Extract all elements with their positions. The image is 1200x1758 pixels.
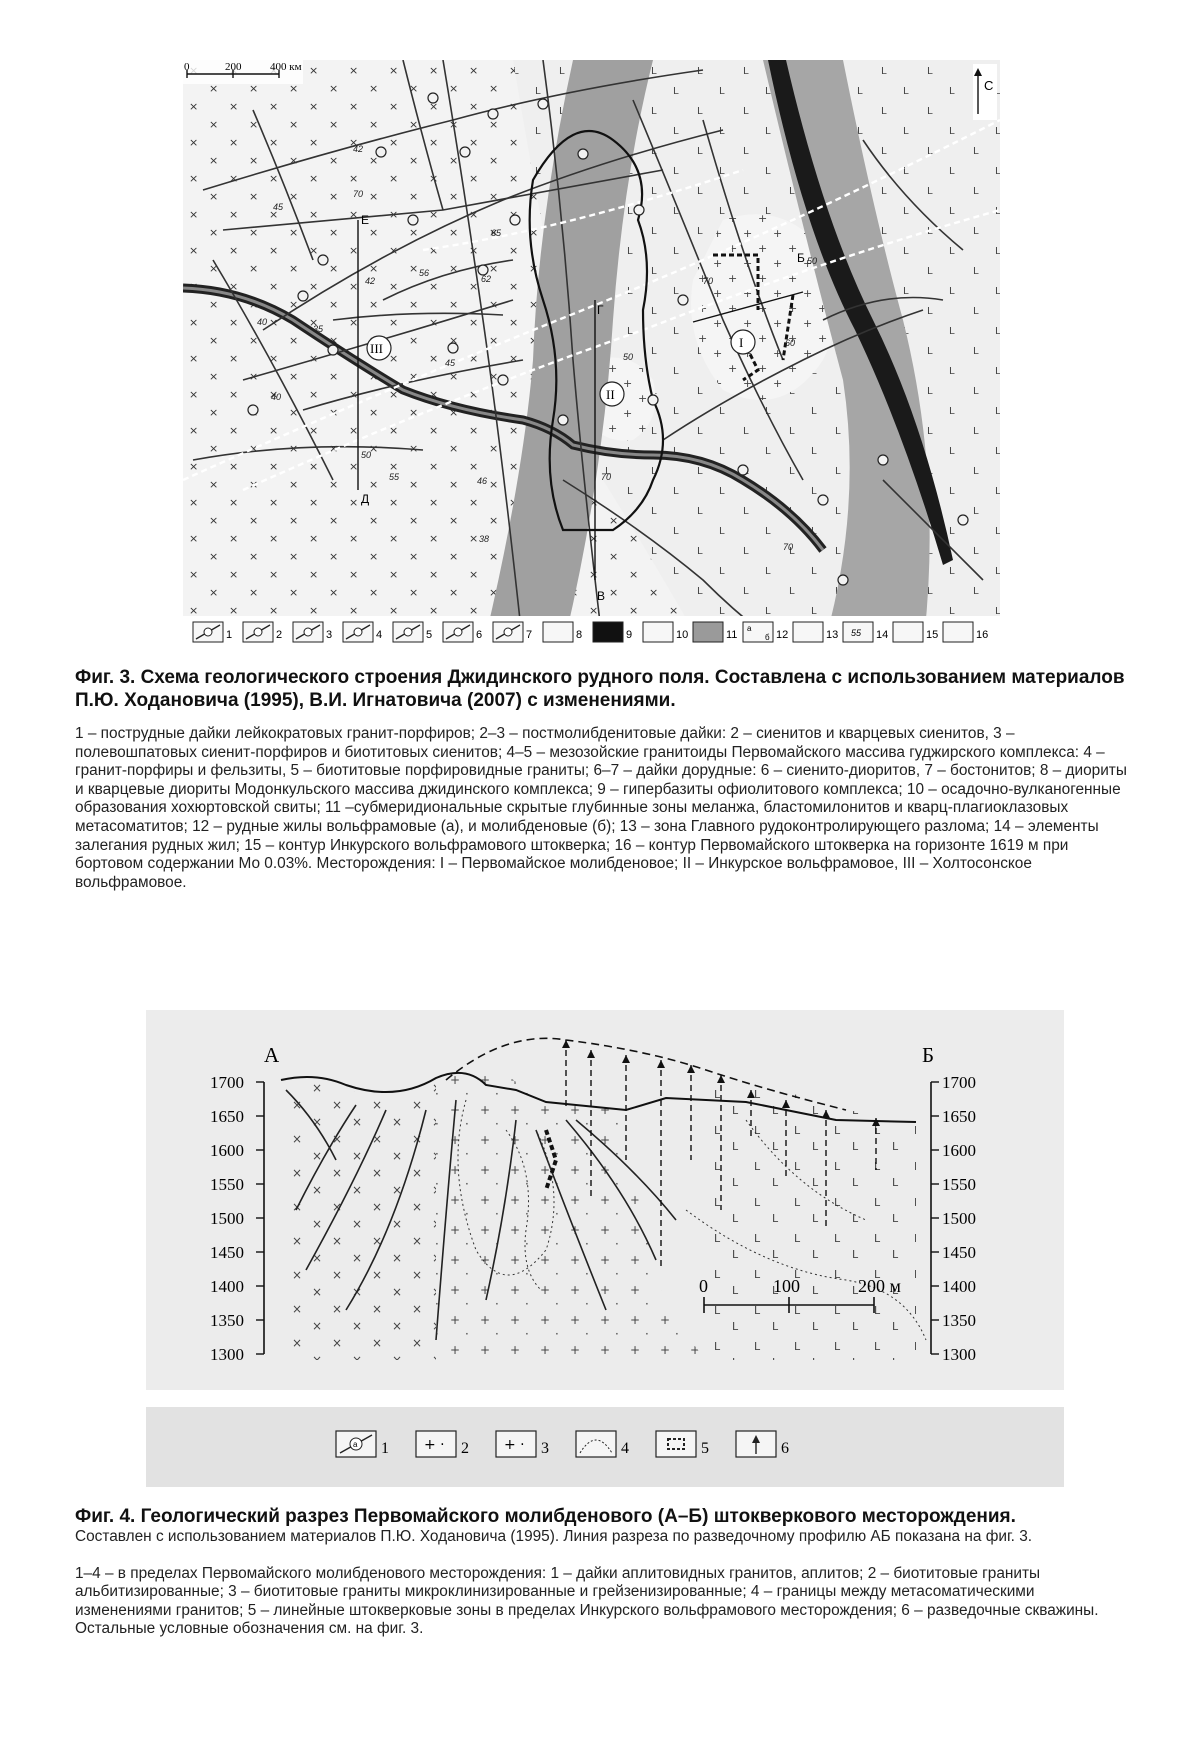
fig3-legend-letter-b: б [765, 633, 770, 642]
svg-text:56: 56 [419, 268, 430, 278]
fig3-legend-number: 12 [776, 629, 789, 641]
right-elevation-label: 1700 [942, 1073, 976, 1092]
deposit-II-label: II [606, 387, 615, 402]
fig4-section-drawing [146, 1010, 1064, 1390]
svg-text:50: 50 [807, 256, 818, 266]
fig3-legend-dike-symbol [354, 628, 362, 636]
left-elevation-label: 1300 [210, 1345, 244, 1364]
right-elevation-label: 1300 [942, 1345, 976, 1364]
fig3-legend-number: 9 [626, 629, 633, 641]
fig4-legend-text: 1–4 – в пределах Первомайского молибденового месторождения: 1 – дайки аплитовидных гранитов, аплитов; 2 – биотитовые граниты альбитизированные; 3 – биотитовые граниты микроклинизированные и грейзенизированные; 4 – границы между метасоматическими изменениями гранитов; 5 – линейные штокверковые зоны в пределах Инкурского вольфрамового месторождения; 6 – разведочные скважины. Остальные условные обозначения см. на фиг. 3. [75, 1564, 1099, 1638]
svg-text:60: 60 [785, 338, 796, 348]
left-elevation-label: 1350 [210, 1311, 244, 1330]
left-elevation-label: 1650 [210, 1107, 244, 1126]
section-letter-g: Г [597, 303, 604, 317]
fig3-legend-number: 7 [526, 629, 533, 641]
section-scale-200: 200 м [858, 1276, 901, 1296]
section-letter-v: В [597, 589, 606, 603]
section-scale-0: 0 [699, 1276, 708, 1296]
map-scale-0: 0 [184, 61, 190, 73]
section-letter-b: Б [797, 251, 805, 265]
svg-text:50: 50 [361, 450, 372, 460]
svg-text:46: 46 [477, 476, 488, 486]
fig3-geological-map [183, 60, 1000, 648]
deposit-I-label: I [739, 335, 744, 350]
left-elevation-label: 1400 [210, 1277, 244, 1296]
fig3-legend-number: 3 [326, 629, 333, 641]
fig4-legend-number: 6 [781, 1440, 789, 1457]
section-right-letter: Б [922, 1043, 935, 1067]
fig3-legend-swatch [543, 622, 573, 642]
fig3-legend-number: 8 [576, 629, 583, 641]
section-scale-100: 100 [773, 1276, 800, 1296]
fig4-legend-number: 1 [381, 1440, 389, 1457]
right-elevation-label: 1500 [942, 1209, 976, 1228]
fig3-legend-number: 16 [976, 629, 989, 641]
right-elevation-label: 1350 [942, 1311, 976, 1330]
sedimentary-zone [706, 1088, 916, 1361]
svg-text:70: 70 [601, 472, 612, 482]
right-elevation-label: 1450 [942, 1243, 976, 1262]
fig3-legend-number: 11 [726, 629, 738, 641]
fig4-legend-granite-symbol: + · [504, 1437, 525, 1453]
fig3-legend-number: 13 [826, 629, 839, 641]
right-elevation-label: 1400 [942, 1277, 976, 1296]
svg-text:70: 70 [703, 276, 714, 286]
map-scale-200: 200 [225, 61, 242, 73]
fig3-legend-swatch [593, 622, 623, 642]
fig3-legend-number: 1 [226, 629, 233, 641]
svg-text:50: 50 [623, 352, 634, 362]
svg-text:42: 42 [365, 276, 376, 286]
svg-text:45: 45 [273, 202, 284, 212]
svg-text:65: 65 [491, 228, 502, 238]
left-elevation-label: 1550 [210, 1175, 244, 1194]
fig3-legend-swatch [793, 622, 823, 642]
left-elevation-label: 1450 [210, 1243, 244, 1262]
fig4-legend-number: 3 [541, 1440, 549, 1457]
fig4-legend-swatch [656, 1431, 696, 1457]
fig3-legend-number: 6 [476, 629, 483, 641]
fig4-legend-number: 4 [621, 1440, 629, 1457]
svg-text:38: 38 [479, 534, 490, 544]
fig3-title: Фиг. 3. Схема геологического строения Джидинского рудного поля. Составлена с использованием материалов П.Ю. Ходановича (1995), В.И. Игнатовича (2007) с изменениями. [75, 667, 1125, 711]
right-elevation-label: 1650 [942, 1107, 976, 1126]
fig3-caption [75, 666, 1135, 892]
fig3-legend-dike-symbol [254, 628, 262, 636]
fig3-legend-dike-symbol [304, 628, 312, 636]
fig3-legend-swatch [893, 622, 923, 642]
fig4-legend-letter: а [353, 1440, 358, 1449]
map-scale-400: 400 км [270, 61, 302, 73]
fig3-legend-dip-sample: 55 [851, 628, 862, 638]
fig4-legend-strip [146, 1407, 1064, 1487]
svg-text:55: 55 [389, 472, 400, 482]
fig3-legend-dike-symbol [504, 628, 512, 636]
fig3-legend-text: 1 – пострудные дайки лейкократовых гранит-порфиров; 2–3 – постмолибденитовые дайки: 2 – сиенитов и кварцевых сиенитов, 3 – полевошпатовых сиенит-порфиров и биотитовых сиенитов; 4–5 – мезозойские гранитоиды Первомайского массива гуджирского комплекса: 4 – гранит-порфиры и фельзиты, 5 – биотитовые порфировидные граниты; 6–7 – дайки дорудные: 6 – сиенито-диоритов, 7 – бостонитов; 8 – диориты и кварцевые диориты Модонкульского массива джидинского комплекса; 9 – гипербазиты офиолитового комплекса; 10 – осадочно-вулканогенные образования хохюртовской свиты; 11 –субмеридиональные скрытые глубинные зоны меланжа, бластомилонитов и кварц-плагиоклазовых метасоматитов; 12 – рудные жилы вольфрамовые (а), и молибденовые (б); 13 – зона Главного рудоконтролирующего разлома; 14 – элементы залегания рудных жил; 15 – контур Инкурского вольфрамового штокверка; 16 – контур Первомайского штокверка на горизонте 1619 м при бортовом содержании Мо 0.03%. Месторождения: I – Первомайское молибденовое; II – Инкурское вольфрамовое, III – Холтосонское вольфрамовое. [75, 725, 1127, 891]
fig3-legend-number: 14 [876, 629, 889, 641]
svg-text:40: 40 [271, 392, 282, 402]
fig3-legend-dike-symbol [404, 628, 412, 636]
svg-text:70: 70 [353, 189, 364, 199]
deposit-III-label: III [370, 341, 383, 356]
svg-text:35: 35 [313, 324, 324, 334]
svg-text:45: 45 [445, 358, 456, 368]
fig3-legend-dike-symbol [454, 628, 462, 636]
fig4-geological-section [146, 1010, 1064, 1390]
fig4-legend-swatch [576, 1431, 616, 1457]
fig3-legend-swatch [643, 622, 673, 642]
fig3-legend-number: 5 [426, 629, 433, 641]
fig4-caption [75, 1505, 1135, 1639]
fig3-legend-number: 10 [676, 629, 689, 641]
fig3-legend-letter-a: а [747, 624, 752, 633]
north-label: С [984, 78, 994, 93]
fig4-legend-granite-symbol: + · [424, 1437, 445, 1453]
left-elevation-label: 1600 [210, 1141, 244, 1160]
fig3-legend-number: 15 [926, 629, 939, 641]
left-elevation-label: 1500 [210, 1209, 244, 1228]
fig3-legend-dike-symbol [204, 628, 212, 636]
fig3-legend-number: 2 [276, 629, 283, 641]
fig3-map-drawing [183, 60, 1000, 648]
left-elevation-label: 1700 [210, 1073, 244, 1092]
section-left-letter: А [264, 1043, 280, 1067]
fig4-legend-number: 2 [461, 1440, 469, 1457]
right-elevation-label: 1550 [942, 1175, 976, 1194]
fig4-legend-number: 5 [701, 1440, 709, 1457]
fig4-legend [146, 1407, 1064, 1487]
svg-text:40: 40 [257, 317, 268, 327]
right-elevation-label: 1600 [942, 1141, 976, 1160]
fig4-subtitle: Составлен с использованием материалов П.Ю. Ходановича (1995). Линия разреза по разведочному профилю АБ показана на фиг. 3. [75, 1528, 1033, 1545]
section-letter-d: Д [361, 492, 370, 506]
fig3-legend-swatch [693, 622, 723, 642]
fig3-legend-number: 4 [376, 629, 383, 641]
fig3-legend-swatch [943, 622, 973, 642]
svg-text:62: 62 [481, 274, 492, 284]
diorite-zone [281, 1077, 436, 1360]
section-letter-e: Е [361, 213, 370, 227]
fig4-title: Фиг. 4. Геологический разрез Первомайского молибденового (А–Б) штокверкового месторождения. [75, 1506, 1016, 1527]
svg-text:70: 70 [783, 542, 794, 552]
svg-text:42: 42 [353, 144, 364, 154]
